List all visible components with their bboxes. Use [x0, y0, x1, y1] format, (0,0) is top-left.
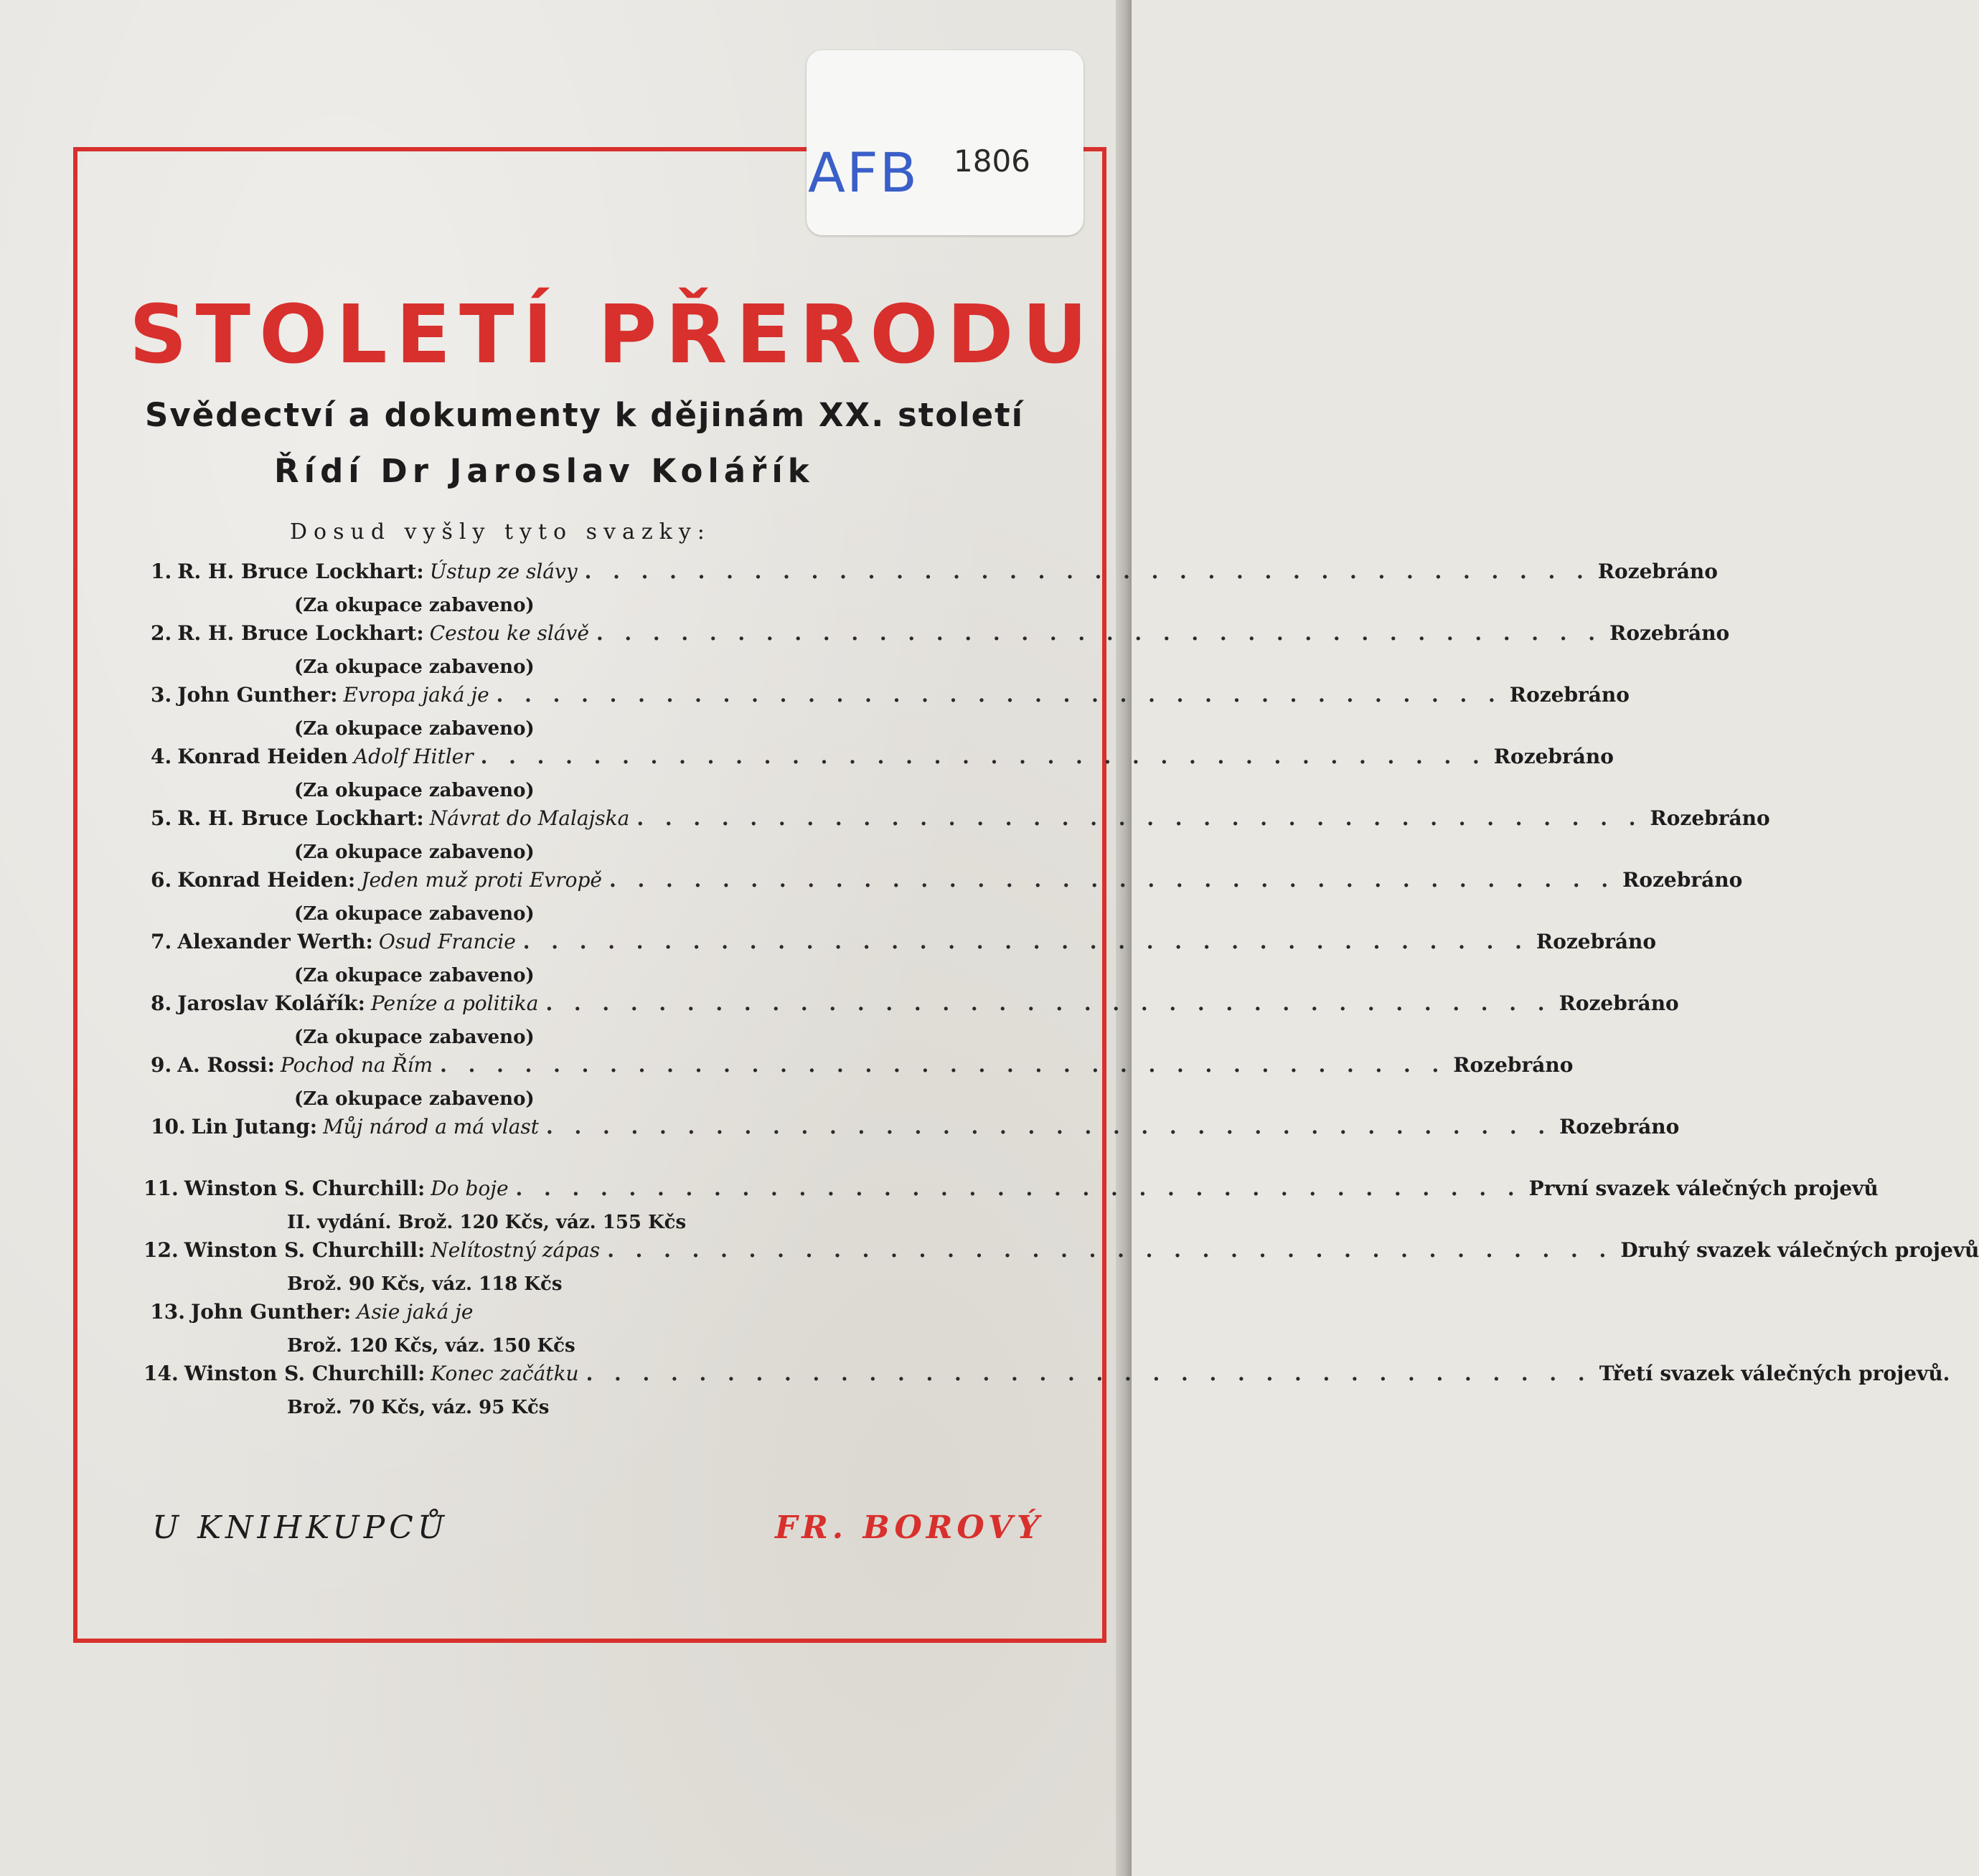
volume-author: Winston S. Churchill: [184, 1362, 418, 1385]
volume-title: Peníze a politika: [370, 991, 539, 1015]
volume-line: [151, 806, 1770, 838]
volume-entry: [151, 683, 1630, 745]
volume-line: [151, 1115, 1680, 1146]
volume-entry: [144, 1300, 1040, 1362]
volume-status: Rozebráno: [1453, 1053, 1574, 1077]
volume-author: R. H. Bruce Lockhart: [177, 621, 417, 645]
volume-entry: [144, 1177, 1879, 1238]
volume-status: Rozebráno: [1609, 621, 1730, 645]
volume-line: [144, 1362, 1950, 1393]
leader-dots: . . . . . . . . . . . . . . . . . . . . . . . . . . . . . . . . . . . .: [608, 868, 1616, 892]
volume-author: Winston S. Churchill: [184, 1238, 418, 1262]
volume-note: (Za okupace zabaveno): [294, 595, 535, 616]
volume-line: [144, 1238, 1979, 1270]
volume-line: [151, 930, 1657, 961]
volume-title: Návrat do Malajska: [429, 806, 630, 830]
volume-author: R. H. Bruce Lockhart: [177, 560, 417, 583]
volume-author: John Gunther: [177, 683, 331, 707]
sticker-code: AFB: [808, 141, 918, 204]
volume-author: R. H. Bruce Lockhart: [177, 806, 417, 830]
leader-dots: . . . . . . . . . . . . . . . . . . . . . . . . . . . . . . . . . . . .: [480, 745, 1487, 768]
volume-number: 9.: [151, 1053, 172, 1077]
volume-author: Lin Jutang: [191, 1115, 310, 1139]
series-editor: Řídí Dr Jaroslav Kolářík: [274, 452, 814, 490]
volume-author: Jaroslav Kolářík: [177, 991, 358, 1015]
volume-author: John Gunther: [191, 1300, 344, 1324]
volume-author: Winston S. Churchill: [184, 1177, 418, 1200]
volume-separator: :: [417, 1238, 426, 1262]
leader-dots: . . . . . . . . . . . . . . . . . . . . . . . . . . . . . . . . . . . .: [440, 1053, 1447, 1077]
volume-entry: [151, 621, 1730, 683]
series-title: STOLETÍ PŘERODU: [129, 288, 1096, 382]
volume-number: 11.: [144, 1177, 179, 1200]
volume-line: [144, 1177, 1879, 1208]
volume-title: Do boje: [431, 1177, 509, 1200]
volume-separator: :: [309, 1115, 318, 1139]
volume-author: Alexander Werth: [177, 930, 366, 953]
volume-status: Třetí svazek válečných projevů.: [1599, 1362, 1950, 1385]
volume-separator: :: [416, 560, 424, 583]
volume-title: Osud Francie: [378, 930, 516, 953]
volume-line: [151, 745, 1614, 776]
volume-title: Asie jaká je: [357, 1300, 474, 1324]
volume-number: 1.: [151, 560, 172, 583]
volume-separator: :: [357, 991, 365, 1015]
volume-line: [151, 560, 1718, 591]
volume-number: 3.: [151, 683, 172, 707]
volume-note: (Za okupace zabaveno): [294, 780, 535, 801]
volume-separator: :: [347, 868, 356, 892]
volume-note: Brož. 90 Kčs, váz. 118 Kčs: [287, 1273, 563, 1295]
leader-dots: . . . . . . . . . . . . . . . . . . . . . . . . . . . . . . . . . . . .: [636, 806, 1643, 830]
footer-publisher: FR. BOROVÝ: [775, 1509, 1044, 1546]
leader-dots: . . . . . . . . . . . . . . . . . . . . . . . . . . . . . . . . . . . .: [522, 930, 1529, 953]
leader-dots: . . . . . . . . . . . . . . . . . . . . . . . . . . . . . . . . . . . .: [546, 1115, 1553, 1139]
volume-list: [151, 560, 1770, 1185]
leader-dots: . . . . . . . . . . . . . . . . . . . . . . . . . . . . . . . . . . . .: [586, 1362, 1592, 1385]
volume-title: Jeden muž proti Evropě: [361, 868, 602, 892]
volume-number: 8.: [151, 991, 172, 1015]
volume-separator: :: [365, 930, 373, 953]
volume-title: Evropa jaká je: [343, 683, 489, 707]
volume-entry: [151, 1115, 1680, 1185]
volume-title: Můj národ a má vlast: [323, 1115, 540, 1139]
volume-status: Rozebráno: [1559, 1115, 1680, 1139]
volume-title: Adolf Hitler: [353, 745, 474, 768]
volume-title: Nelítostný zápas: [431, 1238, 601, 1262]
volume-status: První svazek válečných projevů: [1528, 1177, 1879, 1200]
volume-status: Druhý svazek válečných projevů: [1620, 1238, 1979, 1262]
volume-entry: [151, 560, 1718, 621]
volume-note: (Za okupace zabaveno): [294, 656, 535, 678]
volume-entry: [144, 1362, 1950, 1423]
volume-entry: [151, 806, 1770, 868]
list-intro: Dosud vyšly tyto svazky:: [290, 519, 711, 545]
volume-status: Rozebráno: [1493, 745, 1614, 768]
volume-number: 4.: [151, 745, 172, 768]
volume-list-new: [144, 1177, 1979, 1423]
volume-note: Brož. 70 Kčs, váz. 95 Kčs: [287, 1397, 550, 1418]
volume-number: 6.: [151, 868, 172, 892]
volume-number: 13.: [150, 1300, 185, 1324]
volume-title: Konec začátku: [431, 1362, 579, 1385]
series-subtitle: Svědectví a dokumenty k dějinám XX. století: [145, 396, 1025, 434]
volume-author: Konrad Heiden: [177, 868, 348, 892]
leader-dots: . . . . . . . . . . . . . . . . . . . . . . . . . . . . . . . . . . . .: [607, 1238, 1614, 1262]
volume-status: Rozebráno: [1650, 806, 1770, 830]
leader-dots: . . . . . . . . . . . . . . . . . . . . . . . . . . . . . . . . . . . .: [545, 991, 1552, 1015]
volume-author: A. Rossi: [177, 1053, 268, 1077]
volume-author: Konrad Heiden: [177, 745, 348, 768]
volume-status: Rozebráno: [1622, 868, 1743, 892]
volume-note: (Za okupace zabaveno): [294, 1088, 535, 1110]
volume-separator: :: [343, 1300, 352, 1324]
volume-note: II. vydání. Brož. 120 Kčs, váz. 155 Kčs: [287, 1212, 687, 1233]
volume-status: Rozebráno: [1536, 930, 1657, 953]
volume-status: Rozebráno: [1509, 683, 1630, 707]
volume-number: 14.: [144, 1362, 179, 1385]
volume-entry: [151, 745, 1614, 806]
volume-separator: :: [417, 1362, 426, 1385]
volume-line: [151, 868, 1743, 900]
volume-note: (Za okupace zabaveno): [294, 903, 535, 925]
volume-entry: [151, 930, 1657, 991]
leader-dots: . . . . . . . . . . . . . . . . . . . . . . . . . . . . . . . . . . . .: [515, 1177, 1522, 1200]
volume-title: Pochod na Řím: [280, 1053, 433, 1077]
volume-line: [151, 1053, 1574, 1085]
volume-separator: :: [416, 621, 424, 645]
volume-line: [151, 621, 1730, 653]
volume-separator: :: [417, 1177, 426, 1200]
volume-number: 7.: [151, 930, 172, 953]
volume-line: [144, 1300, 1040, 1331]
volume-separator: :: [267, 1053, 275, 1077]
volume-status: Rozebráno: [1597, 560, 1718, 583]
leader-dots: . . . . . . . . . . . . . . . . . . . . . . . . . . . . . . . . . . . .: [584, 560, 1591, 583]
volume-note: (Za okupace zabaveno): [294, 965, 535, 986]
leader-dots: . . . . . . . . . . . . . . . . . . . . . . . . . . . . . . . . . . . .: [496, 683, 1503, 707]
volume-status: Rozebráno: [1559, 991, 1679, 1015]
volume-separator: :: [330, 683, 338, 707]
volume-title: Cestou ke slávě: [429, 621, 589, 645]
volume-entry: [151, 1053, 1574, 1115]
volume-entry: [151, 991, 1679, 1053]
footer-bookstores: U KNIHKUPCŮ: [152, 1509, 448, 1546]
volume-note: Brož. 120 Kčs, váz. 150 Kčs: [287, 1335, 575, 1357]
sticker-number: 1806: [954, 143, 1030, 179]
volume-note: (Za okupace zabaveno): [294, 842, 535, 863]
volume-entry: [151, 868, 1743, 930]
volume-title: Ústup ze slávy: [429, 560, 578, 583]
volume-number: 2.: [151, 621, 172, 645]
volume-note: (Za okupace zabaveno): [294, 718, 535, 740]
leader-dots: . . . . . . . . . . . . . . . . . . . . . . . . . . . . . . . . . . . .: [596, 621, 1603, 645]
volume-separator: :: [416, 806, 424, 830]
volume-entry: [144, 1238, 1979, 1300]
volume-number: 12.: [144, 1238, 179, 1262]
volume-line: [151, 683, 1630, 715]
volume-number: 10.: [151, 1115, 186, 1139]
volume-line: [151, 991, 1679, 1023]
volume-number: 5.: [151, 806, 172, 830]
volume-note: (Za okupace zabaveno): [294, 1027, 535, 1048]
